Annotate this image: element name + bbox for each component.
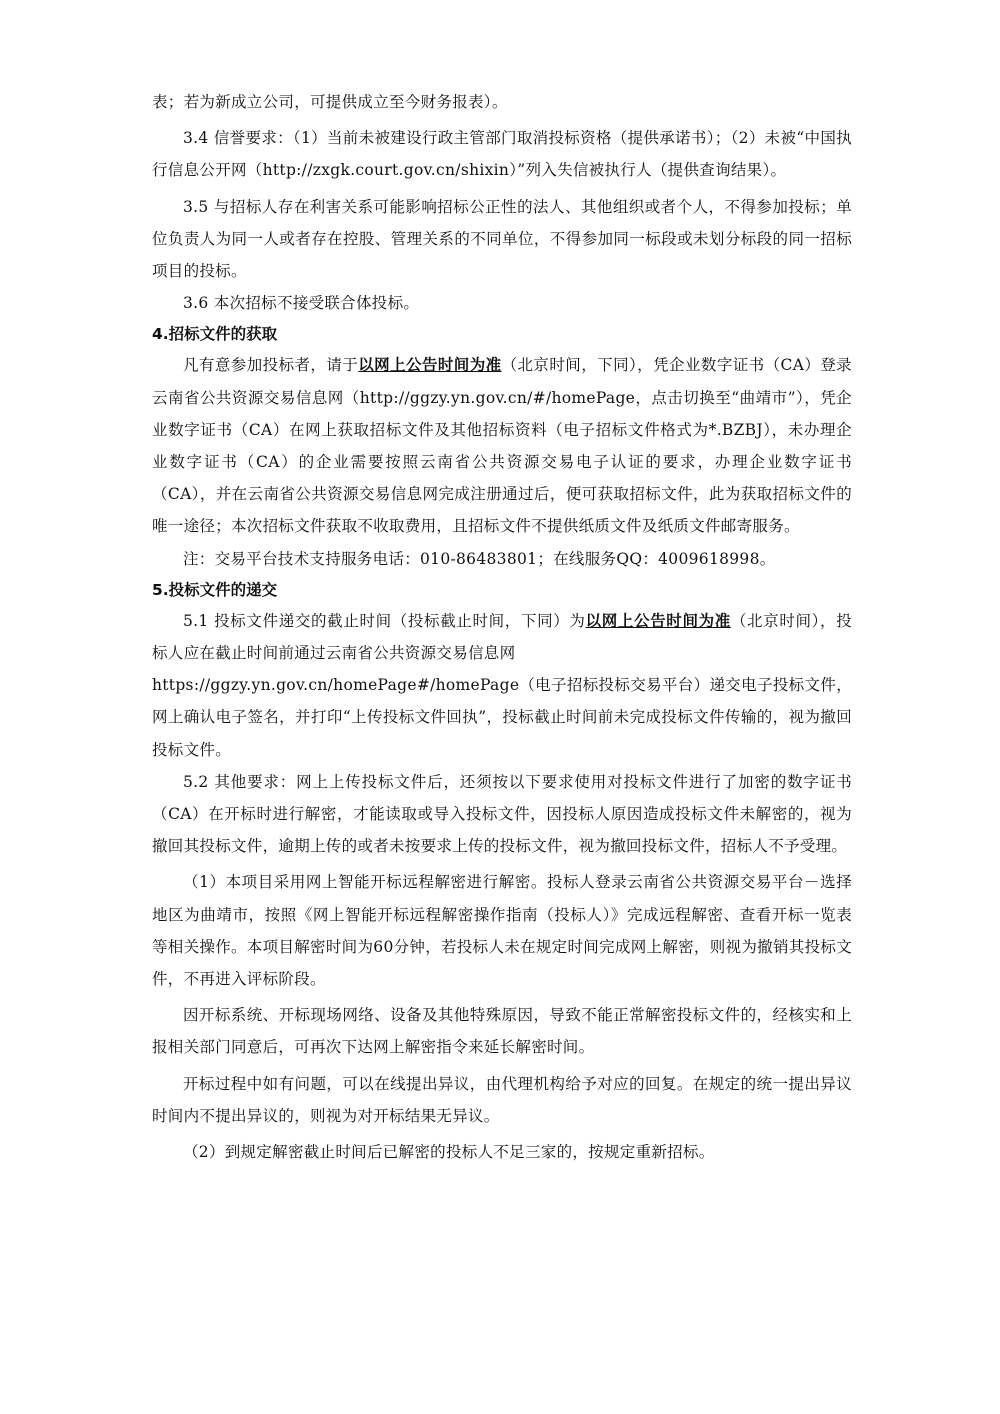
paragraph-5-2-special-circumstances: 因开标系统、开标现场网络、设备及其他特殊原因，导致不能正常解密投标文件的，经核实和上报相关部门同意后，可再次下达网上解密指令来延长解密时间。 (152, 1006, 852, 1057)
paragraph-5-1-text-a: 5.1 投标文件递交的截止时间（投标截止时间，下同）为 (183, 611, 586, 630)
paragraph-3-5-conflict-of-interest: 3.5 与招标人存在利害关系可能影响招标公正性的法人、其他组织或者个人，不得参加投标；单位负责人为同一人或者存在控股、管理关系的不同单位，不得参加同一标段或未划分标段的同一招标项目的投标。 (152, 197, 852, 281)
document-body (152, 86, 852, 1168)
paragraph-5-2-other-requirements: 5.2 其他要求：网上上传投标文件后，还须按以下要求使用对投标文件进行了加密的数字证书（CA）在开标时进行解密，才能读取或导入投标文件，因投标人原因造成投标文件未解密的，视为撤回其投标文件，逾期上传的或者未按要求上传的投标文件，视为撤回投标文件，招标人不予受理。 (152, 772, 852, 856)
paragraph-5-2-objections: 开标过程中如有问题，可以在线提出异议，由代理机构给予对应的回复。在规定的统一提出异议时间内不提出异议的，则视为对开标结果无异议。 (152, 1074, 852, 1125)
paragraph-4-emphasis: 以网上公告时间为准 (358, 355, 502, 375)
section-4-heading: 4.招标文件的获取 (152, 325, 278, 344)
paragraph-5-1-emphasis: 以网上公告时间为准 (585, 610, 731, 630)
section-5-heading: 5.投标文件的递交 (152, 580, 278, 599)
continued-paragraph: 表；若为新成立公司，可提供成立至今财务报表）。 (152, 93, 508, 111)
paragraph-4-text-c: （北京时间，下同），凭企业数字证书（CA）登录云南省公共资源交易信息网（http://ggzy.yn.gov.cn/#/homePage，点击切换至“曲靖市”），凭企业数字证书（CA）在网上获取招标文件及其他招标资料（电子招标文件格式为*.BZBJ），未办理企业数字证书（CA）的企业需要按照云南省公共资源交易电子认证的要求，办理企业数字证书（CA），并在云南省公共资源交易信息网完成注册通过后，便可获取招标文件，此为获取招标文件的唯一途径；本次招标文件获取不收取费用，且招标文件不提供纸质文件及纸质文件邮寄服务。 (152, 356, 852, 536)
paragraph-5-2-item-1: （1）本项目采用网上智能开标远程解密进行解密。投标人登录云南省公共资源交易平台－选择地区为曲靖市，按照《网上智能开标远程解密操作指南（投标人）》完成远程解密、查看开标一览表等相关操作。本项目解密时间为60分钟，若投标人未在规定时间完成网上解密，则视为撤销其投标文件，不再进入评标阶段。 (152, 873, 852, 989)
paragraph-5-1-text-c: （北京时间），投标人应在截止时间前通过云南省公共资源交易信息网 (152, 611, 852, 663)
paragraph-5-1-deadline (152, 605, 852, 669)
paragraph-4-obtaining-documents (152, 349, 852, 542)
paragraph-3-4-credit-requirements: 3.4 信誉要求：（1）当前未被建设行政主管部门取消投标资格（提供承诺书）；（2）未被“中国执行信息公开网（http://zxgk.court.gov.cn/shixin）”列入失信被执行人（提供查询结果）。 (152, 129, 852, 180)
paragraph-4-text-a: 凡有意参加投标者，请于 (183, 356, 359, 375)
paragraph-5-2-item-2: （2）到规定解密截止时间后已解密的投标人不足三家的，按规定重新招标。 (183, 1143, 715, 1162)
paragraph-3-6-no-consortium: 3.6 本次招标不接受联合体投标。 (183, 294, 420, 313)
paragraph-5-1-continued: https://ggzy.yn.gov.cn/homePage#/homePage（电子招标投标交易平台）递交电子投标文件，网上确认电子签名，并打印“上传投标文件回执”，投标截止时间前未完成投标文件传输的，视为撤回投标文件。 (152, 676, 852, 759)
paragraph-4-support-note: 注：交易平台技术支持服务电话：010-86483801；在线服务QQ：4009618998。 (183, 549, 776, 568)
